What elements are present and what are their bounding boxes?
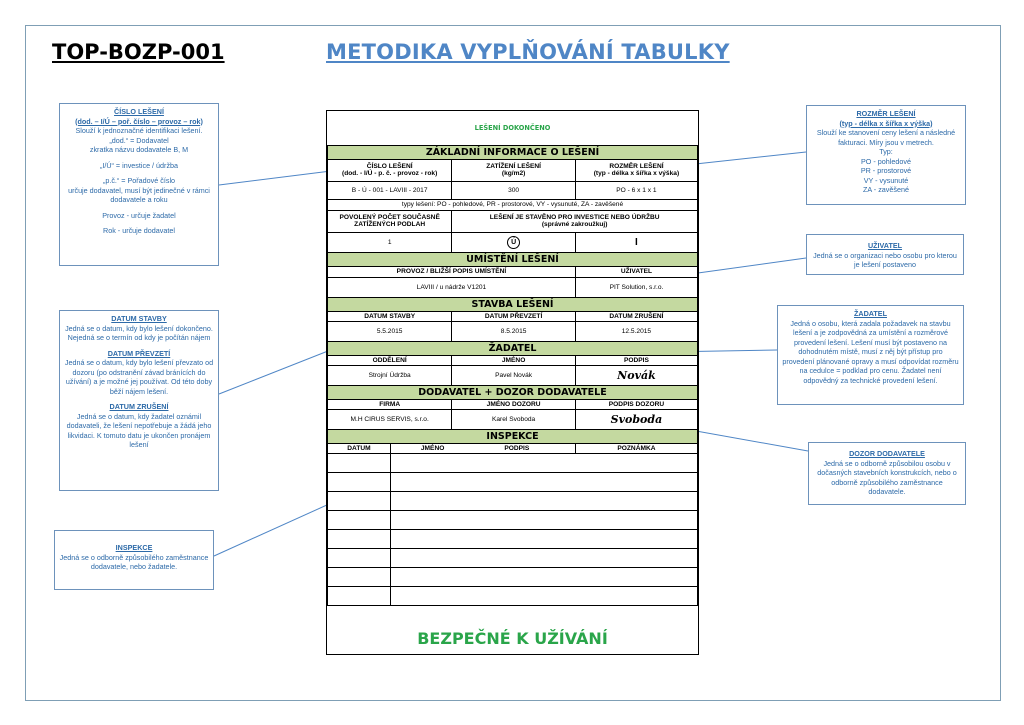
header-oddeleni: ODDĚLENÍ <box>328 355 452 365</box>
scaffold-types-legend: typy lešení: PO - pohledové, PR - prostorové, VY - vysunuté, ZA - zavěšené <box>328 199 698 210</box>
header-inspekce-jmeno-podpis: JMÉNO PODPIS <box>390 443 575 453</box>
table-row <box>328 586 698 605</box>
note-zadatel <box>777 305 964 405</box>
document-code: TOP-BOZP-001 <box>52 40 225 64</box>
value-jmeno: Pavel Novák <box>452 365 576 385</box>
note-datum-prevzeti-desc: Jedná se o datum, kdy bylo lešení převzato od dozoru (po odstranění závad bránících do užívání) a je možné jej používat. Od této doby běží nájem lešení. <box>64 358 214 396</box>
header-zatizeni-leseni: ZATÍŽENÍ LEŠENÍ (kg/m2) <box>452 159 576 181</box>
value-jmeno-dozoru: Karel Svoboda <box>452 409 576 429</box>
value-provoz: LAVIII / u nádrže V1201 <box>328 277 576 297</box>
header-inspekce-datum: DATUM <box>328 443 391 453</box>
scaffold-tag-card <box>326 110 699 655</box>
table-row <box>328 453 698 472</box>
scaffold-tag-table <box>327 111 698 444</box>
note-cislo-title: ČÍSLO LEŠENÍ <box>114 107 164 116</box>
value-investice: I <box>575 232 697 252</box>
header-podpis: PODPIS <box>575 355 697 365</box>
header-investice-udrzba: LEŠENÍ JE STAVĚNO PRO INVESTICE NEBO ÚDRŽBU (správné zakroužkuj) <box>452 210 698 232</box>
section-umisteni-leseni: UMÍSTĚNÍ LEŠENÍ <box>328 252 698 266</box>
note-uzivatel-title: UŽIVATEL <box>867 241 903 250</box>
note-datum-prevzeti-title: DATUM PŘEVZETÍ <box>107 348 171 358</box>
table-row <box>328 510 698 529</box>
value-cislo-leseni: B - Ú - 001 - LAVIII - 2017 <box>328 181 452 199</box>
note-cislo-format: (dod. – I/Ú – poř. číslo – provoz – rok) <box>75 116 203 126</box>
note-datum-zruseni-desc: Jedná se o datum, kdy žadatel oznámil dodavateli, že lešení nepotřebuje a žádá jeho likvidaci. K tomuto datu je ukončen pronájem lešení <box>66 411 212 449</box>
section-dodavatel-dozor: DODAVATEL + DOZOR DODAVATELE <box>328 385 698 399</box>
header-firma: FIRMA <box>328 399 452 409</box>
note-rozmer-desc: Slouží ke stanovení ceny lešení a následné fakturaci. Míry jsou v metrech. <box>816 128 956 147</box>
value-datum-stavby: 5.5.2015 <box>328 321 452 341</box>
note-zadatel-desc: Jedná o osobu, která zadala požadavek na stavbu lešení a je zodpovědná za umístění a rozměrové provedení lešení. Lešení musí být postaveno na dohodnutém místě, musí z něj být přístup pro provedení plánované opravy a musí odpovídat rozměru na cedulce = podklad pro cenu. Žadatel není odpovědný za technické provedení lešení. <box>782 318 959 385</box>
note-dozor-title: DOZOR DODAVATELE <box>849 449 925 458</box>
table-row <box>328 529 698 548</box>
note-cislo-leseni <box>59 103 219 266</box>
note-cislo-l3: zkratka názvu dodavatele B, M <box>89 145 189 154</box>
note-rozmer-typ: Typ: <box>879 147 893 156</box>
note-inspekce-desc: Jedná se o odborně způsobilého zaměstnance dodavatele, nebo žadatele. <box>59 552 209 571</box>
section-zakladni-informace: ZÁKLADNÍ INFORMACE O LEŠENÍ <box>328 145 698 159</box>
note-rozmer-za: ZA - zavěšené <box>863 185 909 194</box>
header-podpis-dozoru: PODPIS DOZORU <box>575 399 697 409</box>
header-uzivatel: UŽIVATEL <box>575 266 697 277</box>
note-dozor-dodavatele <box>808 442 966 505</box>
section-stavba-leseni: STAVBA LEŠENÍ <box>328 297 698 311</box>
header-datum-zruseni: DATUM ZRUŠENÍ <box>575 311 697 321</box>
note-zadatel-title: ŽADATEL <box>853 309 887 318</box>
value-firma: M.H CIRUS SERVIS, s.r.o. <box>328 409 452 429</box>
note-rozmer-leseni <box>806 105 966 205</box>
note-rozmer-po: PO - pohledové <box>861 156 911 166</box>
note-cislo-l6: určuje dodavatel, musí být jedinečné v rámci dodavatele a roku <box>68 185 210 204</box>
value-povoleny-pocet: 1 <box>328 232 452 252</box>
note-datum-zruseni-title: DATUM ZRUŠENÍ <box>109 402 169 411</box>
inspekce-rows <box>327 453 698 606</box>
header-jmeno-dozoru: JMÉNO DOZORU <box>452 399 576 409</box>
header-povoleny-pocet: POVOLENÝ POČET SOUČASNĚ ZATÍŽENÝCH PODLAH <box>328 210 452 232</box>
value-udrzba-circled <box>452 232 576 252</box>
value-podpis-signature: Novák <box>575 365 697 385</box>
section-inspekce: INSPEKCE <box>328 429 698 443</box>
value-rozmer-leseni: PO - 6 x 1 x 1 <box>575 181 697 199</box>
value-podpis-dozoru-signature: Svoboda <box>575 409 697 429</box>
note-rozmer-format: (typ - délka x šířka x výška) <box>839 118 933 128</box>
header-cislo-leseni: ČÍSLO LEŠENÍ (dod. - I/Ú - p. č. - provoz - rok) <box>328 159 452 181</box>
section-zadatel: ŽADATEL <box>328 341 698 355</box>
note-datumy <box>59 310 219 491</box>
header-jmeno: JMÉNO <box>452 355 576 365</box>
note-cislo-l5: „p.č.“ = Pořadové číslo <box>102 176 176 185</box>
table-row <box>328 548 698 567</box>
value-datum-zruseni: 12.5.2015 <box>575 321 697 341</box>
note-cislo-l2: „dod.“ = Dodavatel <box>109 135 169 145</box>
note-rozmer-title: ROZMĚR LEŠENÍ <box>856 109 916 118</box>
header-provoz-popis: PROVOZ / BLIŽŠÍ POPIS UMÍSTĚNÍ <box>328 266 576 277</box>
value-uzivatel: PIT Solution, s.r.o. <box>575 277 697 297</box>
card-top-title: LEŠENÍ DOKONČENO <box>328 111 698 145</box>
note-inspekce-title: INSPEKCE <box>115 543 153 552</box>
value-oddeleni: Strojní Údržba <box>328 365 452 385</box>
note-datum-stavby-title: DATUM STAVBY <box>111 314 167 323</box>
document-title: METODIKA VYPLŇOVÁNÍ TABULKY <box>326 40 730 64</box>
value-datum-prevzeti: 8.5.2015 <box>452 321 576 341</box>
note-uzivatel <box>806 234 964 275</box>
circled-u-mark: Ú <box>507 236 520 249</box>
table-row <box>328 491 698 510</box>
card-bottom-title: BEZPEČNÉ K UŽÍVÁNÍ <box>417 629 608 648</box>
header-datum-stavby: DATUM STAVBY <box>328 311 452 321</box>
note-rozmer-pr: PR - prostorové <box>860 166 912 175</box>
note-datum-stavby-desc: Jedná se o datum, kdy bylo lešení dokončeno. Nejedná se o termín od kdy je počítán nájem <box>65 323 213 342</box>
header-rozmer-leseni: ROZMĚR LEŠENÍ (typ - délka x šířka x výška) <box>575 159 697 181</box>
note-cislo-l1: Slouží k jednoznačné identifikaci lešení. <box>75 126 203 135</box>
table-row <box>328 567 698 586</box>
header-inspekce-poznamka: POZNÁMKA <box>575 443 697 453</box>
note-uzivatel-desc: Jedná se o organizaci nebo osobu pro kterou je lešení postaveno <box>813 250 957 269</box>
note-cislo-l4: „I/Ú“ = investice / údržba <box>99 160 179 170</box>
note-cislo-l7: Provoz - určuje žadatel <box>102 210 176 220</box>
note-rozmer-vy: VY - vysunuté <box>863 175 909 185</box>
note-cislo-l8: Rok - určuje dodavatel <box>103 226 175 235</box>
value-zatizeni-leseni: 300 <box>452 181 576 199</box>
header-datum-prevzeti: DATUM PŘEVZETÍ <box>452 311 576 321</box>
note-dozor-desc: Jedná se o odborně způsobilou osobu v dočasných stavebních konstrukcích, nebo o odborně způsobilého zaměstnance dodavatele. <box>817 458 957 496</box>
note-inspekce <box>54 530 214 590</box>
table-row <box>328 472 698 491</box>
